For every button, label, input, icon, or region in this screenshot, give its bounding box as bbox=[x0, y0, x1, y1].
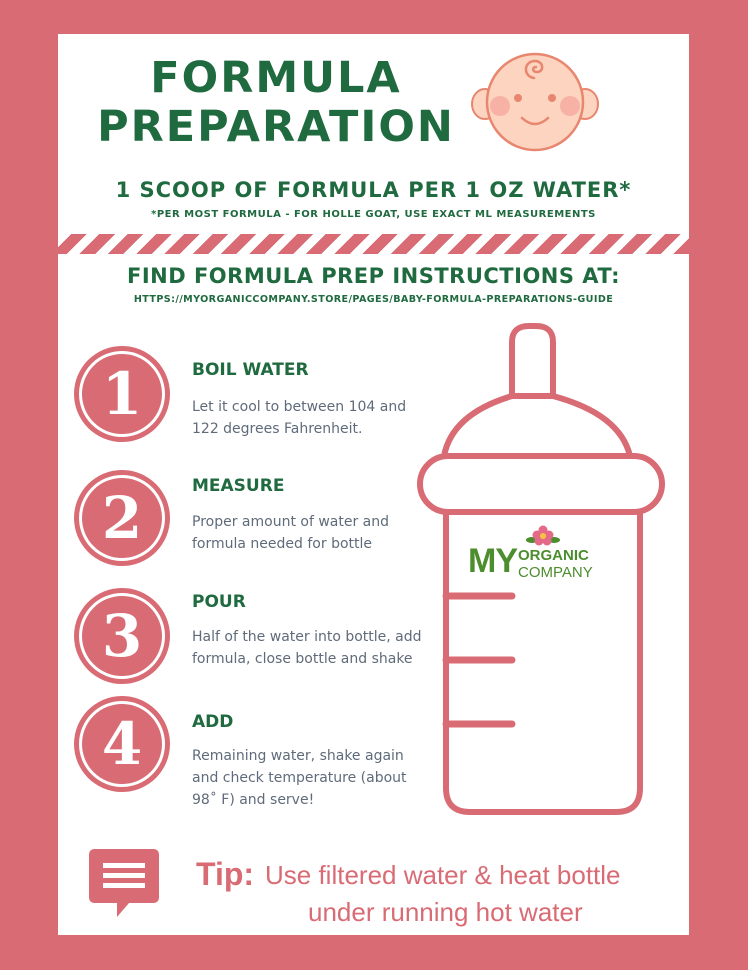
company-logo bbox=[468, 524, 618, 586]
chat-bubble-icon bbox=[89, 847, 161, 919]
step-2-number-badge bbox=[74, 470, 170, 566]
striped-divider bbox=[58, 234, 689, 254]
tip-text-line-1: Use filtered water & heat bottle bbox=[265, 860, 621, 890]
step-4-number-badge bbox=[74, 696, 170, 792]
step-3-title: POUR bbox=[192, 592, 246, 612]
instructions-heading: FIND FORMULA PREP INSTRUCTIONS AT: bbox=[126, 264, 621, 288]
tip-text-line-2: under running hot water bbox=[308, 897, 583, 927]
step-4-title: ADD bbox=[192, 712, 234, 732]
instructions-url[interactable]: HTTPS://MYORGANICCOMPANY.STORE/PAGES/BABY-FORMULA-PREPARATIONS-GUIDE bbox=[133, 294, 614, 305]
step-2-text: Proper amount of water and formula needed for bottle bbox=[192, 514, 390, 552]
step-2-title: MEASURE bbox=[192, 476, 285, 496]
step-1-number-badge bbox=[74, 346, 170, 442]
step-1-title: BOIL WATER bbox=[192, 360, 309, 380]
step-3-number: 3 bbox=[79, 593, 165, 679]
page-title bbox=[96, 54, 456, 152]
logo-company: COMPANY bbox=[518, 564, 593, 581]
logo-my: MY bbox=[468, 542, 517, 580]
logo-organic: ORGANIC bbox=[518, 547, 589, 564]
step-2-number: 2 bbox=[79, 475, 165, 561]
scoop-ratio-note: *PER MOST FORMULA - FOR HOLLE GOAT, USE EXACT ML MEASUREMENTS bbox=[151, 209, 596, 220]
baby-face-icon bbox=[468, 48, 602, 156]
step-3-text: Half of the water into bottle, add formula, close bottle and shake bbox=[192, 629, 422, 667]
step-1-text: Let it cool to between 104 and 122 degrees Fahrenheit. bbox=[192, 399, 407, 437]
tip-label: Tip: bbox=[196, 856, 255, 892]
title-line-2: PREPARATION bbox=[97, 102, 455, 152]
title-line-1: FORMULA bbox=[150, 53, 402, 103]
step-4-text: Remaining water, shake again and check temperature (about 98˚ F) and serve! bbox=[192, 748, 407, 808]
scoop-ratio: 1 SCOOP OF FORMULA PER 1 OZ WATER* bbox=[115, 178, 632, 202]
step-4-number: 4 bbox=[79, 701, 165, 787]
step-3-number-badge bbox=[74, 588, 170, 684]
step-1-number: 1 bbox=[79, 351, 165, 437]
